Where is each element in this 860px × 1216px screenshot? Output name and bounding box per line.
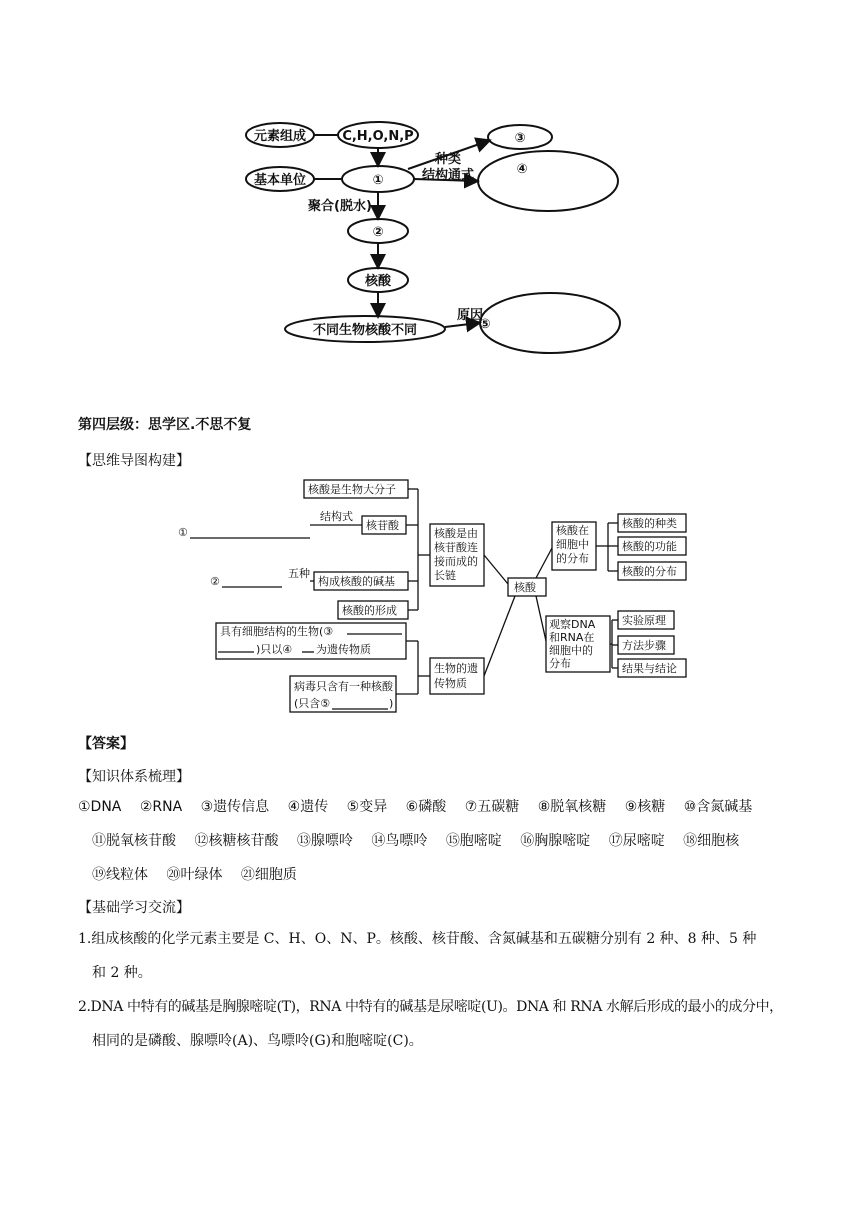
level-heading: 第四层级：思学区.不思不复 (78, 417, 252, 433)
mm-five: 五种 (288, 567, 310, 580)
mm-genetic-1: 生物的遗 (434, 662, 478, 675)
mm-cell-line-2a: )只以④ (256, 643, 293, 656)
mm-cell-line-2b: 为遗传物质 (316, 643, 371, 656)
answer-list (78, 790, 798, 892)
mm-dist-1: 核酸在 (556, 524, 589, 537)
basic-unit-label: 基本单位 (253, 173, 307, 188)
answer-row-2 (78, 824, 798, 858)
mm-center: 核酸 (514, 581, 536, 594)
mm-types: 核酸的种类 (622, 517, 677, 530)
elements-label: 元素组成 (253, 129, 307, 144)
mm-formation: 核酸的形成 (342, 604, 397, 617)
chonp-label: C,H,O,N,P (342, 129, 414, 144)
mm-bases: 构成核酸的碱基 (318, 575, 395, 588)
mm-genetic-2: 传物质 (434, 677, 467, 690)
mm-distribution: 核酸的分布 (622, 565, 677, 578)
nucleic-acid-label: 核酸 (364, 274, 392, 289)
knowledge-heading: 【知识体系梳理】 (78, 769, 190, 785)
mm-obs-3: 细胞中的 (549, 644, 593, 657)
nucleic-acid-mind-map (170, 476, 710, 721)
mindmap-heading: 【思维导图构建】 (78, 453, 190, 469)
mm-obs-4: 分布 (549, 657, 571, 670)
answer-item: ⑯胸腺嘧啶 (520, 833, 591, 849)
answer-item: ⑪脱氧核苷酸 (92, 833, 176, 849)
mm-virus-1: 病毒只含有一种核酸 (294, 680, 393, 693)
answer-item: ⑮胞嘧啶 (445, 833, 502, 849)
polymer-label: 聚合(脱水) (308, 199, 372, 214)
paragraph-1-line-2: 和 2 种。 (92, 965, 152, 981)
paragraph-2 (78, 990, 798, 1058)
mm-blank-1: ① (178, 526, 188, 539)
mm-results: 结果与结论 (622, 662, 677, 675)
answer-row-3 (78, 858, 798, 892)
answer-item: ⑬腺嘌呤 (296, 833, 353, 849)
answer-heading: 【答案】 (78, 736, 134, 752)
answer-item: ⑩含氮碱基 (683, 799, 753, 815)
answer-item: ⑤变异 (346, 799, 388, 815)
nucleic-acid-concept-map (230, 115, 650, 360)
mm-mid-2: 核苷酸连 (434, 541, 478, 554)
mm-mid-4: 长链 (434, 569, 456, 582)
answer-item: ⑱细胞核 (683, 833, 740, 849)
basic-heading: 【基础学习交流】 (78, 900, 190, 916)
paragraph-2-line-2: 相同的是磷酸、腺嘌呤(A)、鸟嘌呤(G)和胞嘧啶(C)。 (92, 1033, 423, 1049)
paragraph-1 (78, 922, 798, 990)
mm-steps: 方法步骤 (622, 639, 666, 652)
mm-mid-3: 接而成的 (434, 555, 478, 568)
answer-item: ⑳叶绿体 (166, 867, 223, 883)
answer-item: ⑧脱氧核糖 (537, 799, 607, 815)
answer-item: ⑲线粒体 (92, 867, 148, 883)
blank-4-label: ④ (516, 162, 528, 177)
mm-macromolecule: 核酸是生物大分子 (308, 483, 396, 496)
answer-item: ⑥磷酸 (405, 799, 447, 815)
answer-item: ⑨核糖 (624, 799, 666, 815)
answer-item: ㉑细胞质 (240, 867, 297, 883)
mm-obs-2: 和RNA在 (549, 631, 595, 644)
kind-label: 种类 (434, 152, 462, 167)
mm-nucleotide: 核苷酸 (366, 519, 399, 532)
mm-cell-line-1: 具有细胞结构的生物(③ (220, 625, 334, 638)
mm-principle: 实验原理 (622, 614, 666, 627)
answer-item: ①DNA (78, 799, 122, 815)
mm-virus-2a: (只含⑤ (294, 697, 331, 710)
struct-formula-label: 结构通式 (421, 168, 475, 183)
mm-mid-1: 核酸是由 (434, 527, 478, 540)
answer-item: ③遗传信息 (200, 799, 270, 815)
answer-item: ⑭鸟嘌呤 (371, 833, 428, 849)
blank-1-label: ① (372, 173, 384, 188)
blank-3-label: ③ (514, 131, 526, 146)
answer-row-1 (78, 790, 798, 824)
answer-item: ⑦五碳糖 (464, 799, 520, 815)
mm-virus-2b: ) (389, 697, 394, 710)
paragraph-1-line-1: 1.组成核酸的化学元素主要是 C、H、O、N、P。核酸、核苷酸、含氮碱基和五碳糖分别有 2 种、8 种、5 种 (78, 931, 757, 947)
answer-item: ⑰尿嘧啶 (608, 833, 665, 849)
paragraph-2-line-1: 2.DNA 中特有的碱基是胸腺嘧啶(T)，RNA 中特有的碱基是尿嘧啶(U)。DNA 和 RNA 水解后形成的最小的成分中， (78, 999, 783, 1015)
answer-item: ②RNA (139, 799, 183, 815)
answer-item: ④遗传 (287, 799, 329, 815)
mm-dist-3: 的分布 (556, 552, 589, 565)
mm-dist-2: 细胞中 (556, 538, 589, 551)
mm-obs-1: 观察DNA (549, 618, 596, 631)
answer-item: ⑫核糖核苷酸 (194, 833, 279, 849)
blank-2-label: ② (372, 225, 384, 240)
mm-blank-2: ② (210, 575, 220, 588)
different-organisms-label: 不同生物核酸不同 (312, 323, 418, 338)
mm-functions: 核酸的功能 (622, 540, 677, 553)
mm-struct: 结构式 (320, 510, 353, 523)
blank-5-label: ⑤ (479, 317, 491, 332)
reason-label: 原因 (456, 308, 484, 323)
